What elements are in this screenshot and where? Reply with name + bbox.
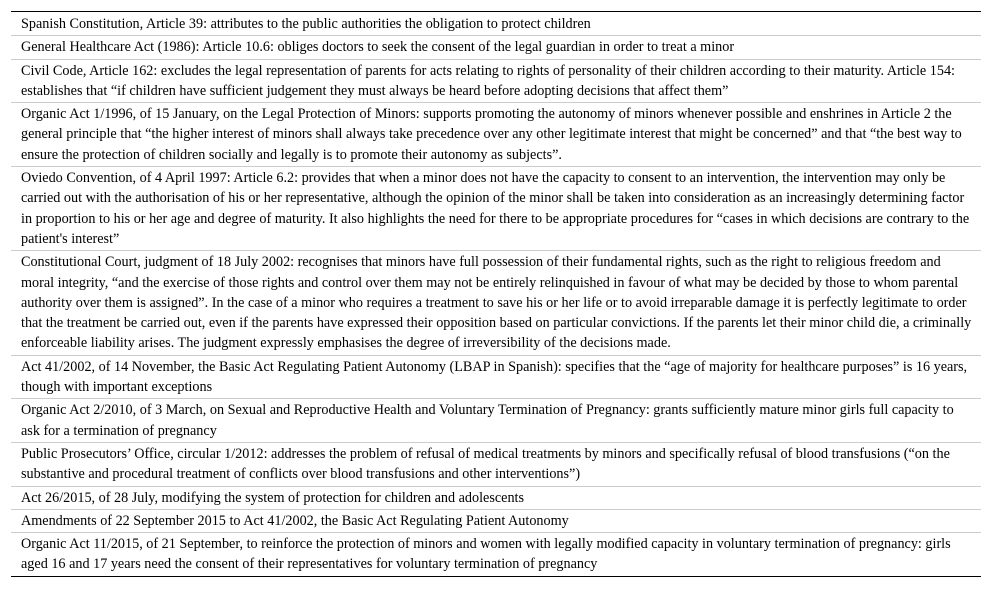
legislation-table (11, 11, 981, 577)
table-row (11, 36, 981, 59)
table-row (11, 399, 981, 443)
table-cell: Organic Act 2/2010, of 3 March, on Sexual and Reproductive Health and Voluntary Termination of Pregnancy: grants sufficiently mature minor girls full capacity to ask for a termination of pregnancy (11, 399, 981, 443)
table-row (11, 486, 981, 509)
table-cell: Act 26/2015, of 28 July, modifying the system of protection for children and adolescents (11, 486, 981, 509)
table-row (11, 59, 981, 103)
table-cell: General Healthcare Act (1986): Article 10.6: obliges doctors to seek the consent of the legal guardian in order to treat a minor (11, 36, 981, 59)
table-cell: Organic Act 1/1996, of 15 January, on the Legal Protection of Minors: supports promoting the autonomy of minors whenever possible and enshrines in Article 2 the general principle that “the higher interest of minors shall always take precedence over any other legitimate interest that might be concerned” and that “the best way to ensure the protection of children socially and legally is to promote their autonomy as subjects”. (11, 103, 981, 167)
table-row (11, 442, 981, 486)
table-cell: Spanish Constitution, Article 39: attributes to the public authorities the obligation to protect children (21, 16, 591, 32)
table-row (11, 103, 981, 167)
table-row (11, 167, 981, 251)
table-cell: Public Prosecutors’ Office, circular 1/2012: addresses the problem of refusal of medical treatments by minors and specifically refusal of blood transfusions (“on the substantive and procedural treatment of conflicts over blood transfusions and other interventions”) (11, 442, 981, 486)
table-cell: Amendments of 22 September 2015 to Act 41/2002, the Basic Act Regulating Patient Autonomy (11, 509, 981, 532)
table-cell: Constitutional Court, judgment of 18 July 2002: recognises that minors have full possession of their fundamental rights, such as the right to religious freedom and moral integrity, “and the exercise of those rights and control over them may not be entirely relinquished in favour of what may be decided by those to whom parental authority over them is assigned”. In the case of a minor who requires a treatment to save his or her life or to avoid irreparable damage it is perfectly legitimate to order that the treatment be carried out, even if the parents have expressed their opposition based on particular convictions. If the parents let their minor child die, a criminally enforceable liability arises. The judgment expressly emphasises the degree of irreversibility of the decisions made. (11, 251, 981, 355)
table-row (11, 509, 981, 532)
table-row (11, 355, 981, 399)
table-row (11, 12, 981, 36)
table-row (11, 533, 981, 577)
table-row (11, 251, 981, 355)
table-cell: Act 41/2002, of 14 November, the Basic Act Regulating Patient Autonomy (LBAP in Spanish): specifies that the “age of majority for healthcare purposes” is 16 years, though with important exceptions (11, 355, 981, 399)
table-cell: Civil Code, Article 162: excludes the legal representation of parents for acts relating to rights of personality of their children according to their maturity. Article 154: establishes that “if children have sufficient judgement they must always be heard before adopting decisions that affect them” (11, 59, 981, 103)
table-cell: Organic Act 11/2015, of 21 September, to reinforce the protection of minors and women with legally modified capacity in voluntary termination of pregnancy: girls aged 16 and 17 years need the consent of their representatives for voluntary termination of pregnancy (11, 533, 981, 577)
table-cell: Oviedo Convention, of 4 April 1997: Article 6.2: provides that when a minor does not have the capacity to consent to an intervention, the intervention may only be carried out with the authorisation of his or her representative, although the opinion of the minor shall be taken into consideration as an increasingly determining factor in proportion to his or her age and degree of maturity. It also highlights the need for there to be appropriate procedures for “cases in which decisions are contrary to the patient's interest” (11, 167, 981, 251)
